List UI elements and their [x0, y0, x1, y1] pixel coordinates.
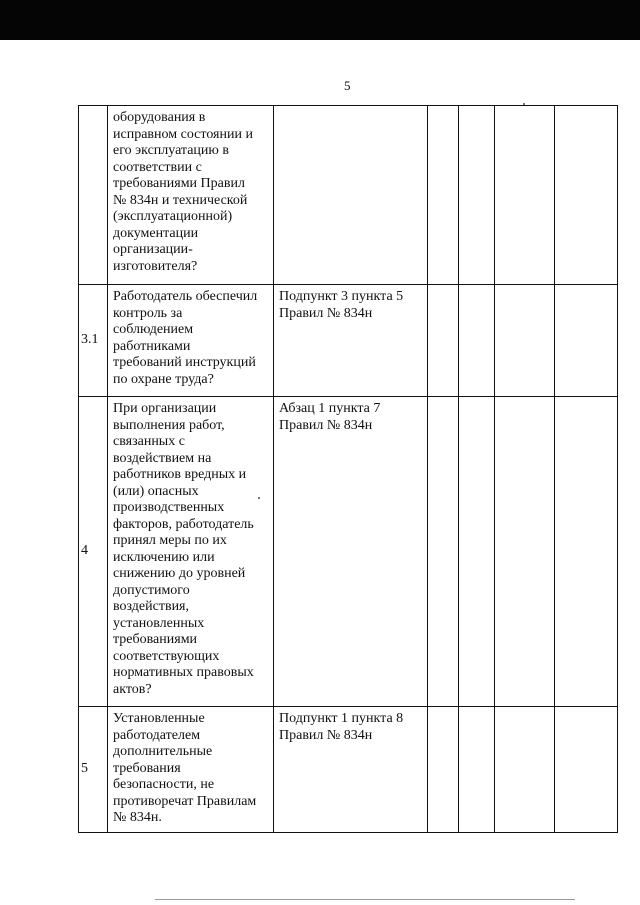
requirement-text: Работодатель обеспечил контроль за соблюдением работниками требований инструкций по охране труда? [108, 285, 274, 397]
requirement-text: Установленные работодателем дополнительные требования безопасности, не противоречат Правилам № 834н. [108, 707, 274, 833]
answer-yes-cell [428, 707, 459, 833]
comment-cell [555, 397, 618, 707]
legal-reference: Подпункт 1 пункта 8 Правил № 834н [274, 707, 428, 833]
answer-yes-cell [428, 397, 459, 707]
answer-yes-cell [428, 106, 459, 285]
table-row [79, 397, 618, 707]
comment-cell [555, 707, 618, 833]
comment-cell [555, 285, 618, 397]
answer-na-cell [495, 397, 555, 707]
requirement-text: оборудования в исправном состоянии и его эксплуатацию в соответствии с требованиями Правил № 834н и технической (эксплуатационной) документации организации- изготовителя? [108, 106, 274, 285]
legal-reference: Абзац 1 пункта 7 Правил № 834н [274, 397, 428, 707]
scan-speck [523, 103, 525, 105]
comment-cell [555, 106, 618, 285]
answer-na-cell [495, 106, 555, 285]
legal-reference: Подпункт 3 пункта 5 Правил № 834н [274, 285, 428, 397]
scan-bottom-line [155, 899, 575, 900]
answer-no-cell [459, 707, 495, 833]
row-number: 3.1 [79, 285, 108, 397]
scan-speck [258, 497, 260, 499]
requirement-text: При организации выполнения работ, связанных с воздействием на работников вредных и (или) опасных производственных факторов, работодатель принял меры по их исключению или снижению до уровней допустимого воздействия, установленных требованиями соответствующих нормативных правовых актов? [108, 397, 274, 707]
legal-reference [274, 106, 428, 285]
answer-na-cell [495, 285, 555, 397]
checklist-table [78, 105, 618, 833]
page-number: 5 [344, 78, 351, 93]
answer-no-cell [459, 106, 495, 285]
answer-no-cell [459, 397, 495, 707]
table-row [79, 285, 618, 397]
answer-na-cell [495, 707, 555, 833]
scan-top-border [0, 0, 640, 40]
answer-yes-cell [428, 285, 459, 397]
answer-no-cell [459, 285, 495, 397]
row-number: 5 [79, 707, 108, 833]
table-row [79, 106, 618, 285]
row-number [79, 106, 108, 285]
table-row [79, 707, 618, 833]
row-number: 4 [79, 397, 108, 707]
